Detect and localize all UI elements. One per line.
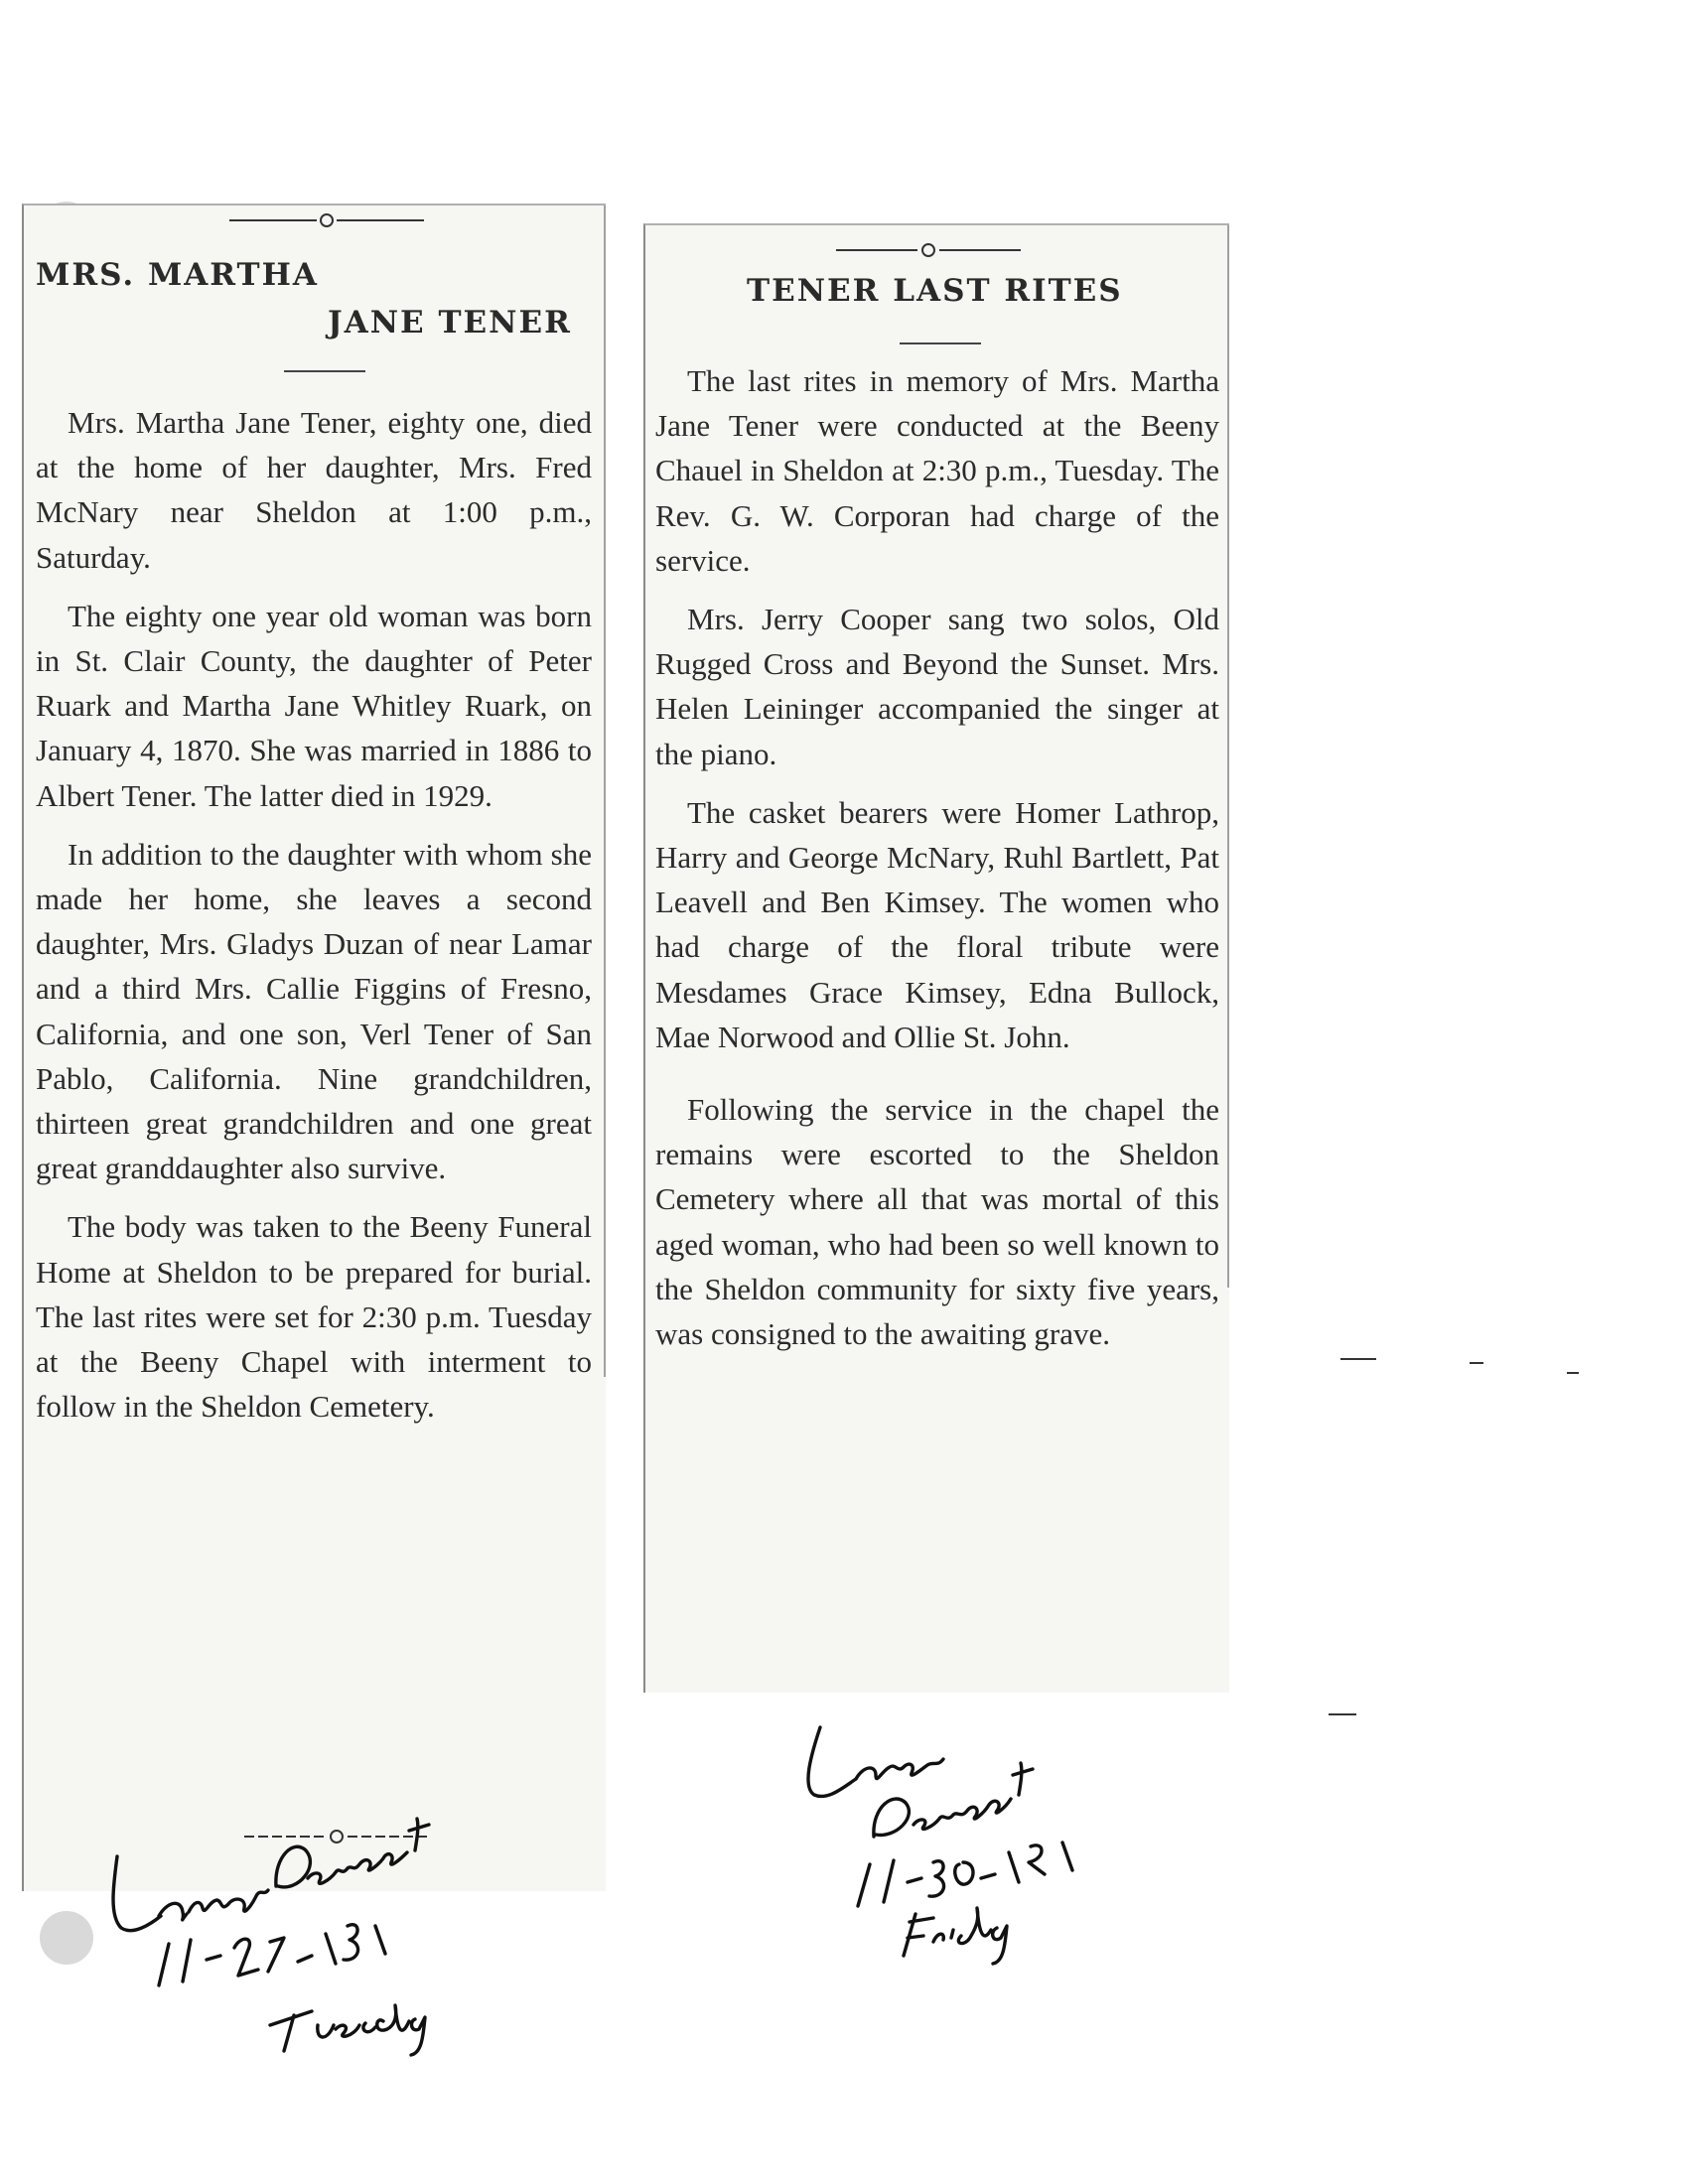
headline-rule <box>284 370 365 372</box>
handwritten-line-2 <box>874 1763 1033 1837</box>
handwritten-text-left-1: Lamar Democrat <box>109 1896 118 1897</box>
right-paragraph-1: The last rites in memory of Mrs. Martha Jane Tener were conducted at the Beeny Chauel in Sheldon at 2:30 p.m., Tuesday. The Rev. G. W. Corporan had charge of the service. <box>655 363 1219 578</box>
handwritten-text-right-3: 11-30-1951 <box>860 1886 866 1887</box>
left-headline-line2: JANE TENER <box>328 305 572 341</box>
scan-mark <box>1470 1362 1483 1364</box>
handwritten-note-right <box>784 1688 1162 1966</box>
right-headline: TENER LAST RITES <box>747 273 1123 309</box>
handwritten-line-1 <box>808 1727 943 1796</box>
handwritten-line-3 <box>270 2005 425 2055</box>
scan-mark <box>1340 1358 1376 1360</box>
handwritten-text-right-1: Lamar <box>814 1767 818 1768</box>
punch-hole-bottom <box>40 1911 93 1965</box>
scan-mark <box>1567 1372 1579 1374</box>
top-ornament <box>834 239 1023 261</box>
handwritten-text-right-2: Democrat <box>874 1817 879 1818</box>
left-headline-line1: MRS. MARTHA <box>36 257 319 293</box>
right-paragraph-4: Following the service in the chapel the remains were escorted to the Sheldon Cemetery where all that was mortal of this aged woman, who had been so well known to the Sheldon community for sixty five years, was consigned to the awaiting grave. <box>655 1092 1219 1352</box>
right-article-body <box>655 358 1219 1356</box>
handwritten-note-left <box>99 1817 516 2055</box>
handwritten-line-4 <box>904 1908 1007 1964</box>
right-clipping <box>643 223 1229 1693</box>
scan-mark <box>1329 1713 1356 1715</box>
headline-rule <box>900 342 981 344</box>
handwritten-line-2 <box>159 1925 385 1985</box>
handwritten-text-left-2: 11-27-1951 <box>159 1966 165 1967</box>
handwritten-text-right-4: Friday <box>904 1936 908 1937</box>
left-paragraph-4: The body was taken to the Beeny Funeral Home at Sheldon to be prepared for burial. The last rites were set for 2:30 p.m. Tuesday at the Beeny Chapel with interment to follow in the Sheldon Cemetery. <box>36 1209 592 1425</box>
top-ornament <box>227 209 426 231</box>
right-paragraph-2: Mrs. Jerry Cooper sang two solos, Old Rugged Cross and Beyond the Sunset. Mrs. Helen Leininger accompanied the singer at the piano. <box>655 602 1219 771</box>
handwritten-text-left-3: Tuesday <box>268 2035 273 2036</box>
handwritten-line-1 <box>113 1819 429 1931</box>
left-clipping <box>22 204 606 1891</box>
left-paragraph-2: The eighty one year old woman was born in St. Clair County, the daughter of Peter Ruark and Martha Jane Whitley Ruark, on January 4, 1870. She was married in 1886 to Albert Tener. The latter died in 1929. <box>36 598 592 813</box>
left-paragraph-3: In addition to the daughter with whom she made her home, she leaves a second daughter, Mrs. Gladys Duzan of near Lamar and a third Mrs. Callie Figgins of Fresno, California, and one son, Verl Tener of San Pablo, California. Nine grandchildren, thirteen great grandchildren and one great great granddaughter also survive. <box>36 836 592 1186</box>
left-article-body <box>36 400 592 1429</box>
right-paragraph-3: The casket bearers were Homer Lathrop, Harry and George McNary, Ruhl Bartlett, Pat Leavell and Ben Kimsey. The women who had charge of the floral tribute were Mesdames Grace Kimsey, Edna Bullock, Mae Norwood and Ollie St. John. <box>655 794 1219 1054</box>
handwritten-line-3 <box>858 1843 1072 1906</box>
left-paragraph-1: Mrs. Martha Jane Tener, eighty one, died at the home of her daughter, Mrs. Fred McNary near Sheldon at 1:00 p.m., Saturday. <box>36 405 592 575</box>
